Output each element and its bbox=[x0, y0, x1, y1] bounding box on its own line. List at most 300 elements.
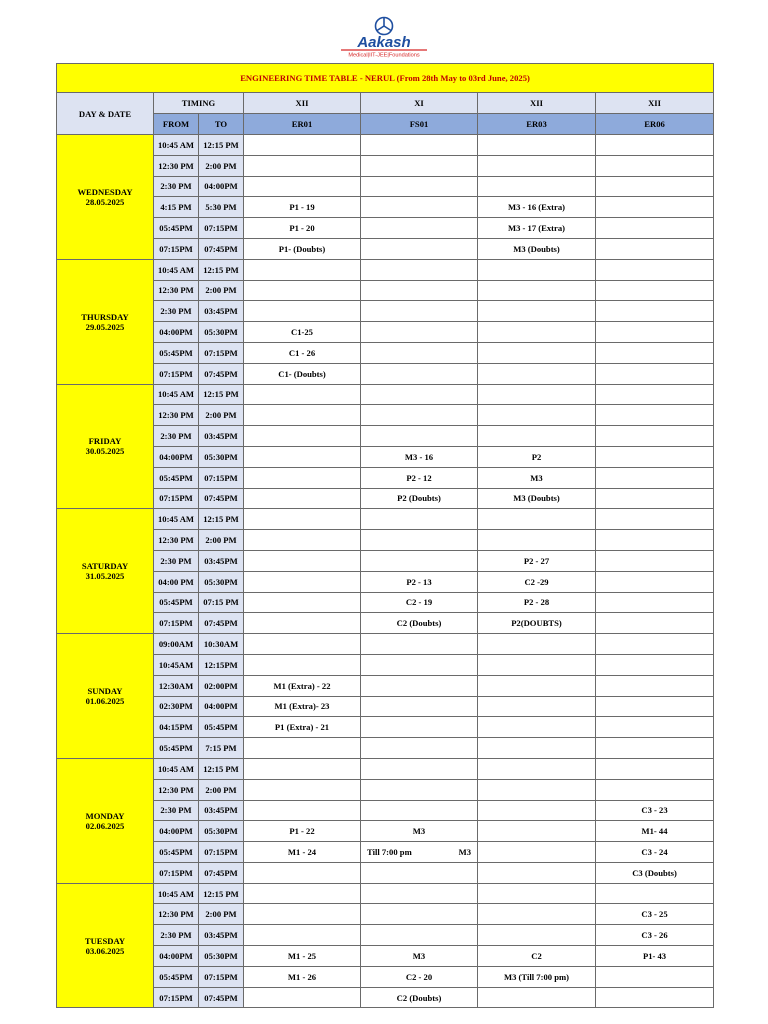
time-from: 07:15PM bbox=[154, 987, 199, 1008]
table-row bbox=[57, 821, 714, 842]
time-to: 03:45PM bbox=[199, 800, 244, 821]
time-to: 2:00 PM bbox=[199, 779, 244, 800]
time-to: 07:15PM bbox=[199, 467, 244, 488]
session-cell bbox=[478, 904, 596, 925]
table-row bbox=[57, 592, 714, 613]
time-to: 07:45PM bbox=[199, 613, 244, 634]
session-cell: M3 bbox=[478, 467, 596, 488]
session-cell bbox=[361, 135, 478, 156]
time-from: 2:30 PM bbox=[154, 925, 199, 946]
session-cell bbox=[361, 634, 478, 655]
session-cell bbox=[244, 571, 361, 592]
session-cell bbox=[361, 675, 478, 696]
day-date: 31.05.2025 bbox=[85, 571, 125, 582]
session-cell bbox=[596, 197, 714, 218]
time-to: 03:45PM bbox=[199, 301, 244, 322]
time-to: 05:30PM bbox=[199, 821, 244, 842]
time-from: 10:45 AM bbox=[154, 259, 199, 280]
session-cell bbox=[478, 530, 596, 551]
table-row bbox=[57, 925, 714, 946]
time-from: 10:45 AM bbox=[154, 384, 199, 405]
session-cell bbox=[244, 509, 361, 530]
session-cell: C1 - 26 bbox=[244, 342, 361, 363]
session-cell bbox=[361, 550, 478, 571]
time-from: 2:30 PM bbox=[154, 176, 199, 197]
session-cell bbox=[361, 259, 478, 280]
time-to: 7:15 PM bbox=[199, 738, 244, 759]
session-cell bbox=[596, 738, 714, 759]
session-cell: P1- (Doubts) bbox=[244, 238, 361, 259]
table-row bbox=[57, 176, 714, 197]
session-cell bbox=[596, 176, 714, 197]
session-cell: C2 (Doubts) bbox=[361, 987, 478, 1008]
time-to: 05:30PM bbox=[199, 322, 244, 343]
time-to: 07:15PM bbox=[199, 966, 244, 987]
time-from: 04:15PM bbox=[154, 717, 199, 738]
session-cell: C2 - 20 bbox=[361, 966, 478, 987]
session-cell: P1- 43 bbox=[596, 946, 714, 967]
session-cell: C2 bbox=[478, 946, 596, 967]
day-name: TUESDAY bbox=[84, 935, 126, 946]
time-from: 2:30 PM bbox=[154, 426, 199, 447]
session-cell bbox=[361, 654, 478, 675]
session-cell bbox=[244, 446, 361, 467]
table-row bbox=[57, 259, 714, 280]
session-cell: M1- 44 bbox=[596, 821, 714, 842]
session-cell: P2(DOUBTS) bbox=[478, 613, 596, 634]
session-cell bbox=[361, 322, 478, 343]
time-from: 12:30 PM bbox=[154, 779, 199, 800]
time-from: 09:00AM bbox=[154, 634, 199, 655]
session-cell bbox=[244, 550, 361, 571]
session-cell bbox=[596, 384, 714, 405]
session-cell bbox=[596, 488, 714, 509]
session-cell bbox=[361, 883, 478, 904]
table-row bbox=[57, 634, 714, 655]
session-cell bbox=[244, 800, 361, 821]
day-date: 30.05.2025 bbox=[85, 446, 125, 457]
session-cell bbox=[596, 987, 714, 1008]
session-cell bbox=[478, 280, 596, 301]
time-to: 03:45PM bbox=[199, 426, 244, 447]
table-row bbox=[57, 842, 714, 863]
table-row bbox=[57, 197, 714, 218]
day-cell bbox=[57, 259, 154, 384]
time-to: 12:15 PM bbox=[199, 883, 244, 904]
session-cell: M3 (Doubts) bbox=[478, 488, 596, 509]
session-cell bbox=[596, 634, 714, 655]
session-cell bbox=[361, 509, 478, 530]
session-cell bbox=[478, 654, 596, 675]
session-cell bbox=[361, 800, 478, 821]
table-row bbox=[57, 862, 714, 883]
room-header-3: ER03 bbox=[478, 114, 596, 135]
table-row bbox=[57, 654, 714, 675]
session-cell bbox=[244, 613, 361, 634]
table-row bbox=[57, 779, 714, 800]
time-from: 10:45AM bbox=[154, 654, 199, 675]
session-cell bbox=[244, 426, 361, 447]
session-cell bbox=[596, 259, 714, 280]
session-cell: C2 -29 bbox=[478, 571, 596, 592]
time-from: 10:45 AM bbox=[154, 758, 199, 779]
session-cell bbox=[361, 342, 478, 363]
session-cell bbox=[596, 155, 714, 176]
session-cell bbox=[478, 405, 596, 426]
time-to: 2:00 PM bbox=[199, 904, 244, 925]
session-cell bbox=[596, 509, 714, 530]
session-cell: C3 - 26 bbox=[596, 925, 714, 946]
table-row bbox=[57, 883, 714, 904]
session-cell bbox=[478, 426, 596, 447]
session-cell bbox=[478, 322, 596, 343]
day-cell bbox=[57, 509, 154, 634]
session-cell: M1 - 24 bbox=[244, 842, 361, 863]
session-cell bbox=[596, 342, 714, 363]
time-to: 2:00 PM bbox=[199, 155, 244, 176]
session-cell bbox=[244, 758, 361, 779]
time-to: 2:00 PM bbox=[199, 530, 244, 551]
session-cell bbox=[478, 634, 596, 655]
time-to: 12:15 PM bbox=[199, 259, 244, 280]
time-to: 2:00 PM bbox=[199, 405, 244, 426]
session-cell bbox=[244, 738, 361, 759]
class-header-2: XI bbox=[361, 93, 478, 114]
session-cell bbox=[361, 779, 478, 800]
session-cell: C1- (Doubts) bbox=[244, 363, 361, 384]
session-cell: P2 bbox=[478, 446, 596, 467]
table-row bbox=[57, 946, 714, 967]
time-to: 07:45PM bbox=[199, 488, 244, 509]
session-cell bbox=[361, 218, 478, 239]
session-cell bbox=[478, 675, 596, 696]
table-row bbox=[57, 384, 714, 405]
session-cell bbox=[361, 238, 478, 259]
session-cell bbox=[596, 654, 714, 675]
session-cell: P2 (Doubts) bbox=[361, 488, 478, 509]
session-cell bbox=[478, 155, 596, 176]
time-from: 05:45PM bbox=[154, 738, 199, 759]
session-cell bbox=[244, 987, 361, 1008]
session-cell bbox=[361, 176, 478, 197]
time-from: 12:30 PM bbox=[154, 530, 199, 551]
time-from: 05:45PM bbox=[154, 842, 199, 863]
time-to: 07:45PM bbox=[199, 363, 244, 384]
split-session bbox=[361, 847, 477, 857]
class-header-4: XII bbox=[596, 93, 714, 114]
table-row bbox=[57, 363, 714, 384]
session-cell bbox=[478, 509, 596, 530]
time-to: 07:15PM bbox=[199, 842, 244, 863]
session-cell: M3 (Doubts) bbox=[478, 238, 596, 259]
day-cell bbox=[57, 883, 154, 1008]
time-to: 12:15 PM bbox=[199, 758, 244, 779]
time-from: 05:45PM bbox=[154, 592, 199, 613]
time-from: 12:30 PM bbox=[154, 904, 199, 925]
day-cell bbox=[57, 634, 154, 759]
logo-tagline: Medical|IIT-JEE|Foundations bbox=[348, 52, 420, 58]
session-cell: P1 - 22 bbox=[244, 821, 361, 842]
session-cell bbox=[596, 592, 714, 613]
session-cell bbox=[244, 925, 361, 946]
session-cell bbox=[478, 883, 596, 904]
table-row bbox=[57, 738, 714, 759]
day-name: WEDNESDAY bbox=[77, 186, 133, 197]
session-cell: P1 - 20 bbox=[244, 218, 361, 239]
session-cell bbox=[478, 987, 596, 1008]
session-cell: M1 - 26 bbox=[244, 966, 361, 987]
session-cell bbox=[596, 717, 714, 738]
time-from: 12:30 PM bbox=[154, 405, 199, 426]
timing-header: TIMING bbox=[154, 93, 244, 114]
session-cell: M3 - 16 (Extra) bbox=[478, 197, 596, 218]
session-cell bbox=[244, 862, 361, 883]
session-cell bbox=[361, 384, 478, 405]
session-cell bbox=[596, 675, 714, 696]
table-row bbox=[57, 675, 714, 696]
session-cell: M3 bbox=[361, 821, 478, 842]
time-to: 12:15 PM bbox=[199, 384, 244, 405]
time-to: 03:45PM bbox=[199, 925, 244, 946]
session-cell bbox=[361, 530, 478, 551]
table-row bbox=[57, 966, 714, 987]
time-to: 04:00PM bbox=[199, 696, 244, 717]
table-row bbox=[57, 696, 714, 717]
time-from: 07:15PM bbox=[154, 363, 199, 384]
time-to: 05:30PM bbox=[199, 571, 244, 592]
session-cell bbox=[244, 280, 361, 301]
session-cell: P1 (Extra) - 21 bbox=[244, 717, 361, 738]
session-cell bbox=[478, 862, 596, 883]
session-cell bbox=[596, 238, 714, 259]
session-cell bbox=[361, 426, 478, 447]
session-cell bbox=[596, 966, 714, 987]
table-row bbox=[57, 467, 714, 488]
table-row bbox=[57, 717, 714, 738]
session-cell bbox=[596, 301, 714, 322]
day-name: MONDAY bbox=[85, 810, 125, 821]
time-to: 07:45PM bbox=[199, 238, 244, 259]
session-cell bbox=[478, 384, 596, 405]
session-cell: C2 - 19 bbox=[361, 592, 478, 613]
table-row bbox=[57, 426, 714, 447]
session-cell bbox=[596, 571, 714, 592]
session-cell bbox=[361, 155, 478, 176]
time-from: 05:45PM bbox=[154, 342, 199, 363]
table-row bbox=[57, 135, 714, 156]
table-row bbox=[57, 342, 714, 363]
session-cell bbox=[244, 779, 361, 800]
time-to: 05:30PM bbox=[199, 946, 244, 967]
session-cell bbox=[244, 488, 361, 509]
day-date: 29.05.2025 bbox=[85, 321, 125, 332]
time-from: 04:00PM bbox=[154, 446, 199, 467]
day-date: 02.06.2025 bbox=[85, 820, 125, 831]
session-cell bbox=[596, 467, 714, 488]
session-cell: P2 - 28 bbox=[478, 592, 596, 613]
session-cell bbox=[361, 363, 478, 384]
session-cell bbox=[596, 363, 714, 384]
day-cell bbox=[57, 384, 154, 509]
session-cell bbox=[478, 696, 596, 717]
logo-graphic bbox=[319, 14, 449, 58]
session-cell: M3 - 16 bbox=[361, 446, 478, 467]
table-row bbox=[57, 571, 714, 592]
time-from: 07:15PM bbox=[154, 238, 199, 259]
session-cell: P1 - 19 bbox=[244, 197, 361, 218]
session-cell bbox=[478, 717, 596, 738]
session-cell bbox=[244, 592, 361, 613]
session-cell bbox=[244, 883, 361, 904]
session-cell: M3 bbox=[361, 946, 478, 967]
time-from: 05:45PM bbox=[154, 966, 199, 987]
table-row bbox=[57, 550, 714, 571]
day-date: 28.05.2025 bbox=[85, 196, 125, 207]
session-cell: M3 (Till 7:00 pm) bbox=[478, 966, 596, 987]
session-cell bbox=[478, 259, 596, 280]
session-cell bbox=[478, 135, 596, 156]
session-cell: P2 - 12 bbox=[361, 467, 478, 488]
session-cell bbox=[244, 530, 361, 551]
session-cell bbox=[361, 197, 478, 218]
timetable-title: ENGINEERING TIME TABLE - NERUL (From 28th May to 03rd June, 2025) bbox=[57, 64, 714, 93]
table-row bbox=[57, 509, 714, 530]
table-row bbox=[57, 155, 714, 176]
time-from: 04:00PM bbox=[154, 821, 199, 842]
session-cell bbox=[361, 758, 478, 779]
session-cell bbox=[596, 322, 714, 343]
time-to: 07:15PM bbox=[199, 218, 244, 239]
time-to: 12:15 PM bbox=[199, 509, 244, 530]
time-to: 04:00PM bbox=[199, 176, 244, 197]
session-cell bbox=[361, 738, 478, 759]
time-to: 2:00 PM bbox=[199, 280, 244, 301]
session-cell bbox=[478, 779, 596, 800]
session-cell bbox=[596, 758, 714, 779]
day-date: 03.06.2025 bbox=[85, 945, 125, 956]
time-from: 10:45 AM bbox=[154, 883, 199, 904]
session-cell bbox=[244, 634, 361, 655]
session-cell bbox=[478, 925, 596, 946]
session-cell bbox=[478, 758, 596, 779]
session-cell bbox=[244, 301, 361, 322]
table-row bbox=[57, 758, 714, 779]
room-header-4: ER06 bbox=[596, 114, 714, 135]
session-cell bbox=[244, 176, 361, 197]
session-cell bbox=[596, 883, 714, 904]
session-cell bbox=[596, 280, 714, 301]
session-cell: P2 - 13 bbox=[361, 571, 478, 592]
time-from: 12:30AM bbox=[154, 675, 199, 696]
table-row bbox=[57, 530, 714, 551]
day-cell bbox=[57, 758, 154, 883]
session-cell bbox=[478, 842, 596, 863]
session-cell bbox=[478, 301, 596, 322]
table-row bbox=[57, 446, 714, 467]
time-to: 02:00PM bbox=[199, 675, 244, 696]
session-cell bbox=[244, 135, 361, 156]
session-cell bbox=[244, 259, 361, 280]
timetable bbox=[56, 63, 714, 1008]
time-from: 04:00PM bbox=[154, 322, 199, 343]
day-name: SUNDAY bbox=[87, 686, 123, 697]
table-row bbox=[57, 800, 714, 821]
table-row bbox=[57, 322, 714, 343]
day-date: 01.06.2025 bbox=[85, 696, 125, 707]
table-row bbox=[57, 987, 714, 1008]
time-to: 05:45PM bbox=[199, 717, 244, 738]
time-to: 12:15PM bbox=[199, 654, 244, 675]
session-cell bbox=[478, 821, 596, 842]
time-from: 10:45 AM bbox=[154, 509, 199, 530]
time-from: 07:15PM bbox=[154, 613, 199, 634]
room-header-2: FS01 bbox=[361, 114, 478, 135]
time-from: 07:15PM bbox=[154, 488, 199, 509]
session-cell bbox=[596, 446, 714, 467]
class-header-1: XII bbox=[244, 93, 361, 114]
room-header-1: ER01 bbox=[244, 114, 361, 135]
session-cell bbox=[361, 717, 478, 738]
session-cell bbox=[596, 550, 714, 571]
day-date-header: DAY & DATE bbox=[57, 93, 154, 135]
session-cell bbox=[478, 176, 596, 197]
session-cell: P2 - 27 bbox=[478, 550, 596, 571]
session-cell bbox=[361, 696, 478, 717]
table-row bbox=[57, 613, 714, 634]
session-cell bbox=[596, 530, 714, 551]
session-cell bbox=[361, 301, 478, 322]
time-from: 02:30PM bbox=[154, 696, 199, 717]
time-from: 4:15 PM bbox=[154, 197, 199, 218]
session-cell bbox=[478, 342, 596, 363]
session-cell: C3 - 23 bbox=[596, 800, 714, 821]
session-cell: M1 (Extra) - 22 bbox=[244, 675, 361, 696]
from-header: FROM bbox=[154, 114, 199, 135]
time-to: 07:15PM bbox=[199, 342, 244, 363]
logo-wordmark: Aakash bbox=[357, 34, 411, 51]
session-cell bbox=[596, 135, 714, 156]
session-cell bbox=[596, 218, 714, 239]
session-cell: C3 - 25 bbox=[596, 904, 714, 925]
time-to: 5:30 PM bbox=[199, 197, 244, 218]
session-cell: M3 - 17 (Extra) bbox=[478, 218, 596, 239]
session-cell: C3 (Doubts) bbox=[596, 862, 714, 883]
table-row bbox=[57, 405, 714, 426]
to-header: TO bbox=[199, 114, 244, 135]
time-to: 10:30AM bbox=[199, 634, 244, 655]
day-name: THURSDAY bbox=[81, 311, 129, 322]
time-from: 2:30 PM bbox=[154, 550, 199, 571]
time-to: 03:45PM bbox=[199, 550, 244, 571]
session-cell bbox=[361, 842, 478, 863]
time-to: 07:45PM bbox=[199, 862, 244, 883]
time-from: 10:45 AM bbox=[154, 135, 199, 156]
table-row bbox=[57, 218, 714, 239]
session-cell bbox=[596, 613, 714, 634]
class-header-3: XII bbox=[478, 93, 596, 114]
session-cell bbox=[361, 280, 478, 301]
session-cell bbox=[478, 363, 596, 384]
table-row bbox=[57, 301, 714, 322]
session-cell bbox=[361, 904, 478, 925]
day-cell bbox=[57, 135, 154, 260]
table-row bbox=[57, 904, 714, 925]
time-from: 04:00 PM bbox=[154, 571, 199, 592]
time-from: 05:45PM bbox=[154, 467, 199, 488]
time-from: 12:30 PM bbox=[154, 155, 199, 176]
aakash-logo bbox=[0, 14, 768, 60]
time-from: 04:00PM bbox=[154, 946, 199, 967]
